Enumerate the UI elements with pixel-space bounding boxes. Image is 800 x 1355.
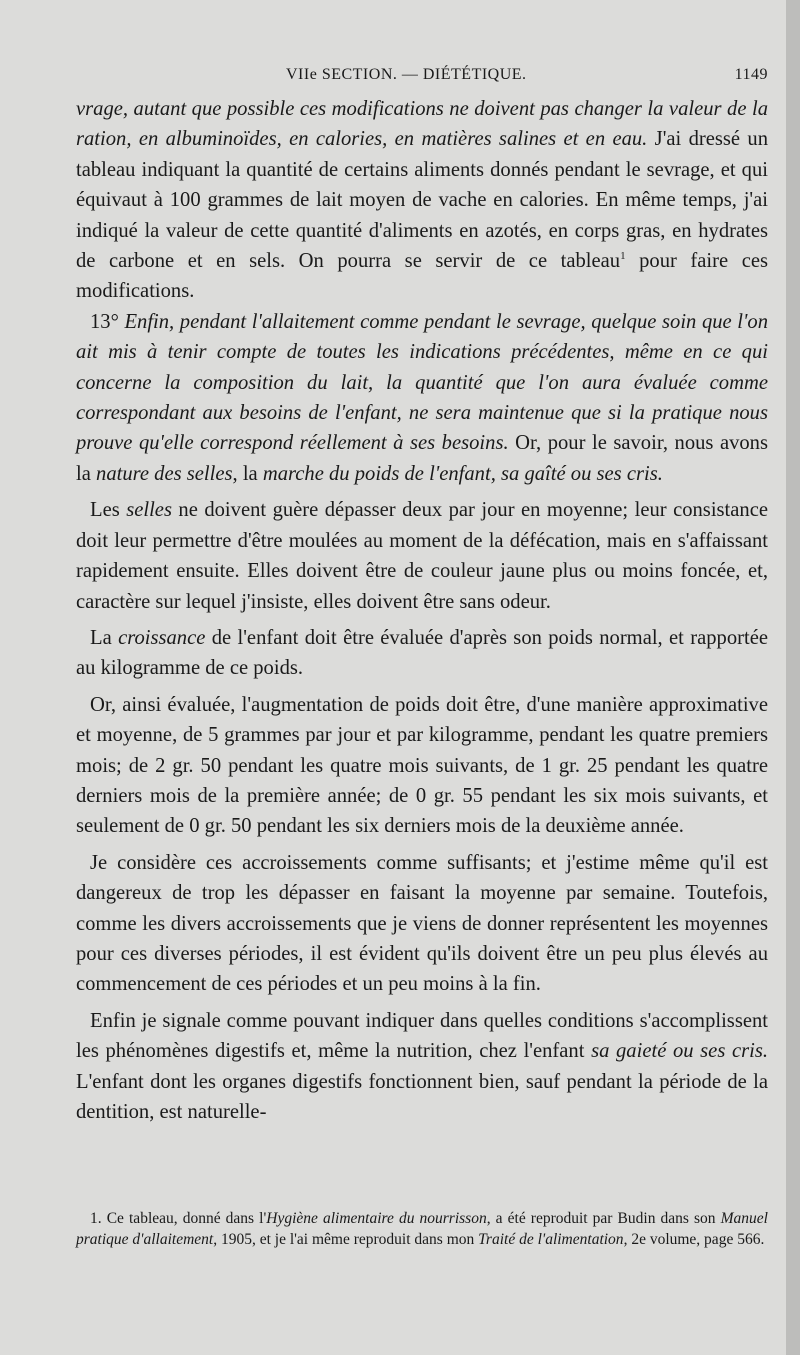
paragraph-4	[76, 623, 768, 684]
paragraph-1	[76, 94, 768, 307]
italic-run: nature des selles	[96, 462, 233, 485]
page-edge-shadow	[786, 0, 800, 1355]
footnote-ref: 1	[620, 250, 626, 263]
page-number: 1149	[734, 66, 768, 83]
italic-run: sa gaieté ou ses cris.	[591, 1040, 768, 1063]
text-run: La	[90, 626, 119, 649]
text-run: de l'enfant doit être évaluée d'après son poids normal, et rapportée au kilogramme de ce poids.	[76, 626, 768, 680]
paragraph-3	[76, 495, 768, 617]
italic-run: Traité de l'alimentation	[478, 1230, 624, 1248]
text-run: ne doivent guère dépasser deux par jour en moyenne; leur consistance doit leur permettre d'être moulées au moment de la défécation, mais en s'affaissant rapidement ensuite. Elles doivent être de couleur jaune plus ou moins foncée, et, caractère sur lequel j'insiste, elles doivent être sans odeur.	[76, 499, 768, 613]
main-text	[76, 94, 768, 1127]
text-run: , a été reproduit par Budin dans son	[486, 1210, 721, 1227]
italic-run: Hygiène alimentaire du nourrisson	[266, 1210, 487, 1227]
text-run: 1. Ce tableau, donné dans l'	[90, 1210, 267, 1227]
italic-run: Enfin, pendant l'allaitement comme pendant le sevrage, quelque soin que l'on ait mis à tenir compte de toutes les indications précédentes, même en ce qui concerne la composition du lait, la quantité que l'on aura évaluée comme correspondant aux besoins de l'enfant, ne sera maintenue que si la pratique nous prouve qu'elle correspond réellement à ses besoins.	[76, 310, 768, 455]
italic-run: vrage, autant que possible ces modifications ne doivent pas changer la valeur de la ration, en albuminoïdes, en calories, en matières salines et en eau.	[76, 98, 768, 151]
text-run: Les	[90, 499, 127, 522]
text-run: 13°	[90, 310, 125, 333]
italic-run: selles	[126, 499, 172, 522]
text-run: , 2e volume, page 566.	[623, 1230, 765, 1248]
italic-run: marche du poids de l'enfant, sa gaîté ou ses cris.	[262, 462, 663, 485]
section-title: VIIe SECTION. — DIÉTÉTIQUE.	[286, 66, 527, 83]
italic-run: croissance	[118, 626, 206, 649]
text-run: Enfin je signale comme pouvant indiquer dans quelles conditions s'accomplissent les phénomènes digestifs et, même la nutrition, chez l'enfant	[76, 1009, 768, 1063]
text-run: , la	[232, 462, 263, 485]
text-run: J'ai dressé un tableau indiquant la quantité de certains aliments donnés pendant le sevrage, et qui équivaut à 100 grammes de lait moyen de vache en calories. En même temps, j'ai indiqué la valeur de cette quantité d'aliments en azotés, en corps gras, en hydrates de carbone et en sels. On pourra se servir de ce tableau	[76, 128, 768, 273]
italic-run: Manuel pratique d'allaitement	[76, 1210, 768, 1248]
paragraph-6: Je considère ces accroissements comme suffisants; et j'estime même qu'il est dangereux de trop les dépasser en faisant la moyenne par semaine. Toutefois, comme les divers accroissements que je viens de donner représentent les moyennes pour ces diverses périodes, il est évident qu'ils doivent être un peu plus élevés au commencement de ces périodes et un peu moins à la fin.	[76, 851, 768, 996]
text-run: Or, pour le savoir, nous avons la	[76, 432, 768, 485]
paragraph-7	[76, 1006, 768, 1128]
running-header	[76, 66, 768, 90]
paragraph-2	[76, 307, 768, 489]
footnote	[76, 1209, 768, 1250]
text-run: pour faire ces modifications.	[76, 250, 768, 303]
text-run: L'enfant dont les organes digestifs fonctionnent bien, sauf pendant la période de la dentition, est naturelle-	[76, 1070, 768, 1123]
footnote-text	[76, 1209, 768, 1250]
paragraph-5: Or, ainsi évaluée, l'augmentation de poids doit être, d'une manière approximative et moyenne, de 5 grammes par jour et par kilogramme, pendant les quatre premiers mois; de 2 gr. 50 pendant les quatre mois suivants, de 1 gr. 25 pendant les quatre derniers mois de la première année; de 0 gr. 55 pendant les six mois suivants, et seulement de 0 gr. 50 pendant les six derniers mois de la deuxième année.	[76, 693, 768, 838]
text-run: , 1905, et je l'ai même reproduit dans mon	[213, 1230, 479, 1248]
